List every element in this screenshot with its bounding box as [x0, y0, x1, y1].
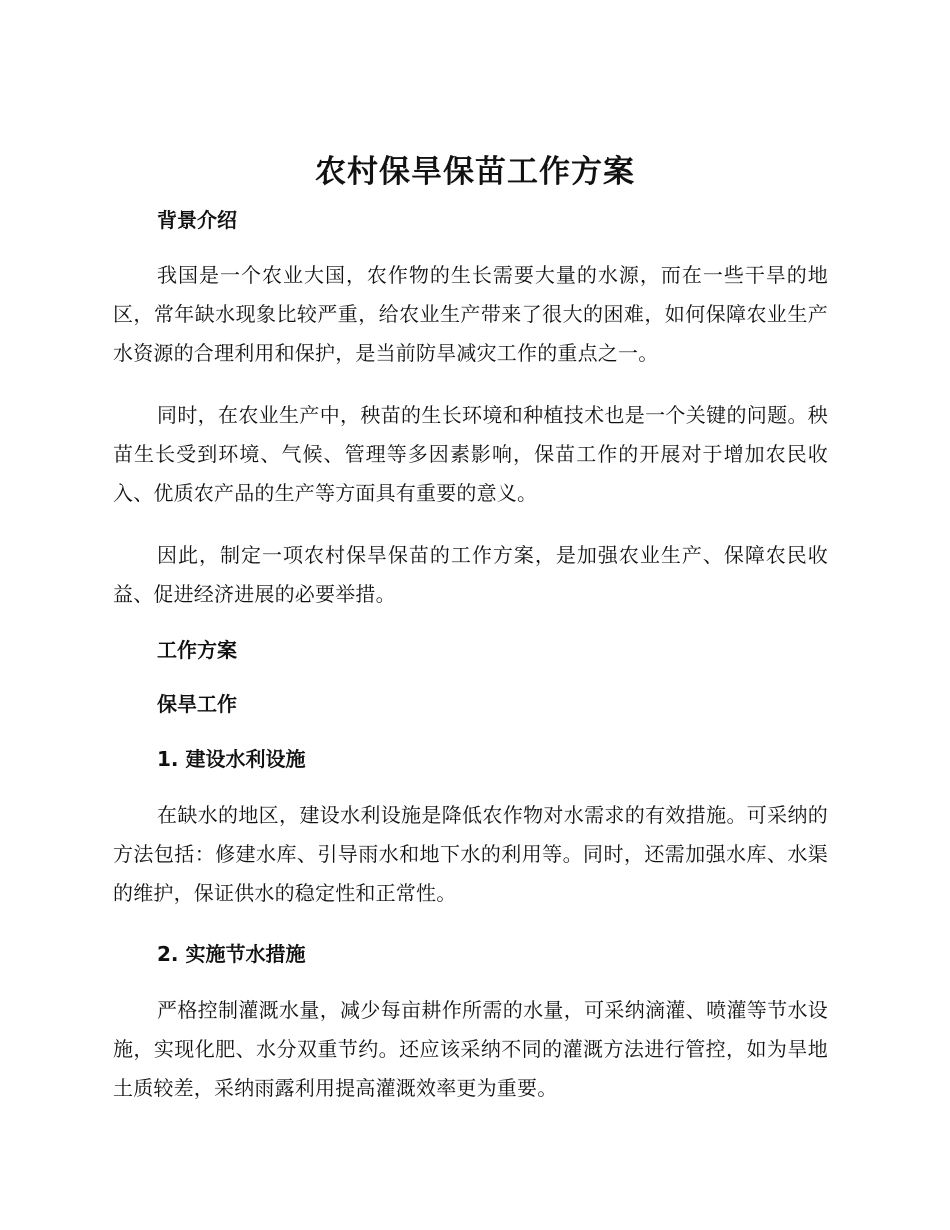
- item-heading-water-saving: 2. 实施节水措施: [157, 942, 306, 966]
- paragraph-background-1: 我国是一个农业大国，农作物的生长需要大量的水源，而在一些干旱的地区，常年缺水现象比较严重，给农业生产带来了很大的困难，如何保障农业生产水资源的合理利用和保护，是当前防旱减灾工作的重点之一。: [113, 263, 828, 365]
- section-heading-background: 背景介绍: [157, 208, 237, 232]
- item-heading-water-facilities: 1. 建设水利设施: [157, 747, 306, 771]
- subsection-heading-drought: 保旱工作: [157, 692, 237, 716]
- document-title: 农村保旱保苗工作方案: [315, 154, 635, 190]
- paragraph-background-3: 因此，制定一项农村保旱保苗的工作方案，是加强农业生产、保障农民收益、促进经济进展的必要举措。: [113, 543, 828, 606]
- section-heading-plan: 工作方案: [157, 638, 237, 662]
- paragraph-water-facilities: 在缺水的地区，建设水利设施是降低农作物对水需求的有效措施。可采纳的方法包括：修建水库、引导雨水和地下水的利用等。同时，还需加强水库、水渠的维护，保证供水的稳定性和正常性。: [113, 803, 828, 905]
- paragraph-water-saving: 严格控制灌溉水量，减少每亩耕作所需的水量，可采纳滴灌、喷灌等节水设施，实现化肥、水分双重节约。还应该采纳不同的灌溉方法进行管控，如为旱地土质较差，采纳雨露利用提高灌溉效率更为重要。: [113, 998, 828, 1100]
- paragraph-background-2: 同时，在农业生产中，秧苗的生长环境和种植技术也是一个关键的问题。秧苗生长受到环境、气候、管理等多因素影响，保苗工作的开展对于增加农民收入、优质农产品的生产等方面具有重要的意义。: [113, 403, 828, 505]
